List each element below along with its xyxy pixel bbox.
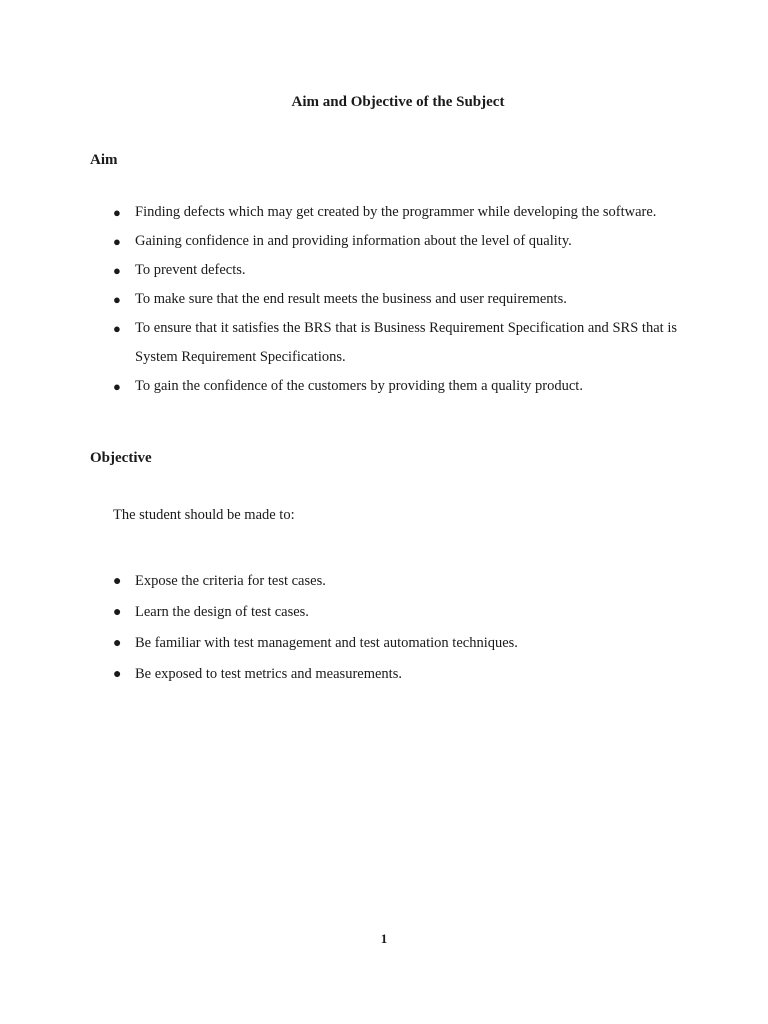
- objective-item-text: Learn the design of test cases.: [135, 604, 309, 620]
- objective-item-text: Expose the criteria for test cases.: [135, 573, 326, 589]
- page-title: Aim and Objective of the Subject: [291, 94, 505, 110]
- aim-item-text: To prevent defects.: [135, 262, 246, 278]
- list-item: [113, 372, 677, 401]
- list-item: [113, 285, 677, 314]
- aim-heading: Aim: [90, 152, 118, 168]
- list-item: [113, 314, 677, 372]
- aim-item-text: Gaining confidence in and providing information about the level of quality.: [135, 233, 572, 249]
- objective-list: [113, 566, 695, 690]
- aim-list: [113, 198, 677, 401]
- list-item: [113, 597, 695, 628]
- list-item: [113, 566, 695, 597]
- bullet-icon: ●: [113, 379, 121, 394]
- bullet-icon: ●: [113, 321, 121, 336]
- bullet-icon: ●: [113, 234, 121, 249]
- objective-intro: The student should be made to:: [113, 507, 295, 523]
- bullet-icon: ●: [113, 605, 122, 620]
- bullet-icon: ●: [113, 263, 121, 278]
- objective-item-text: Be familiar with test management and test automation techniques.: [135, 635, 518, 651]
- list-item: [113, 659, 695, 690]
- list-item: [113, 628, 695, 659]
- list-item: [113, 198, 677, 227]
- aim-item-text: Finding defects which may get created by the programmer while developing the software.: [135, 204, 657, 220]
- bullet-icon: ●: [113, 574, 122, 589]
- aim-item-text: To gain the confidence of the customers by providing them a quality product.: [135, 378, 583, 394]
- objective-item-text: Be exposed to test metrics and measurements.: [135, 666, 402, 682]
- bullet-icon: ●: [113, 205, 121, 220]
- objective-heading: Objective: [90, 450, 152, 466]
- aim-item-text: To make sure that the end result meets the business and user requirements.: [135, 291, 567, 307]
- page-number: 1: [380, 931, 388, 946]
- list-item: [113, 227, 677, 256]
- list-item: [113, 256, 677, 285]
- bullet-icon: ●: [113, 636, 122, 651]
- bullet-icon: ●: [113, 667, 122, 682]
- aim-item-text: To ensure that it satisfies the BRS that is Business Requirement Specification and SRS that is System Requirement Specifications.: [135, 320, 677, 365]
- bullet-icon: ●: [113, 292, 121, 307]
